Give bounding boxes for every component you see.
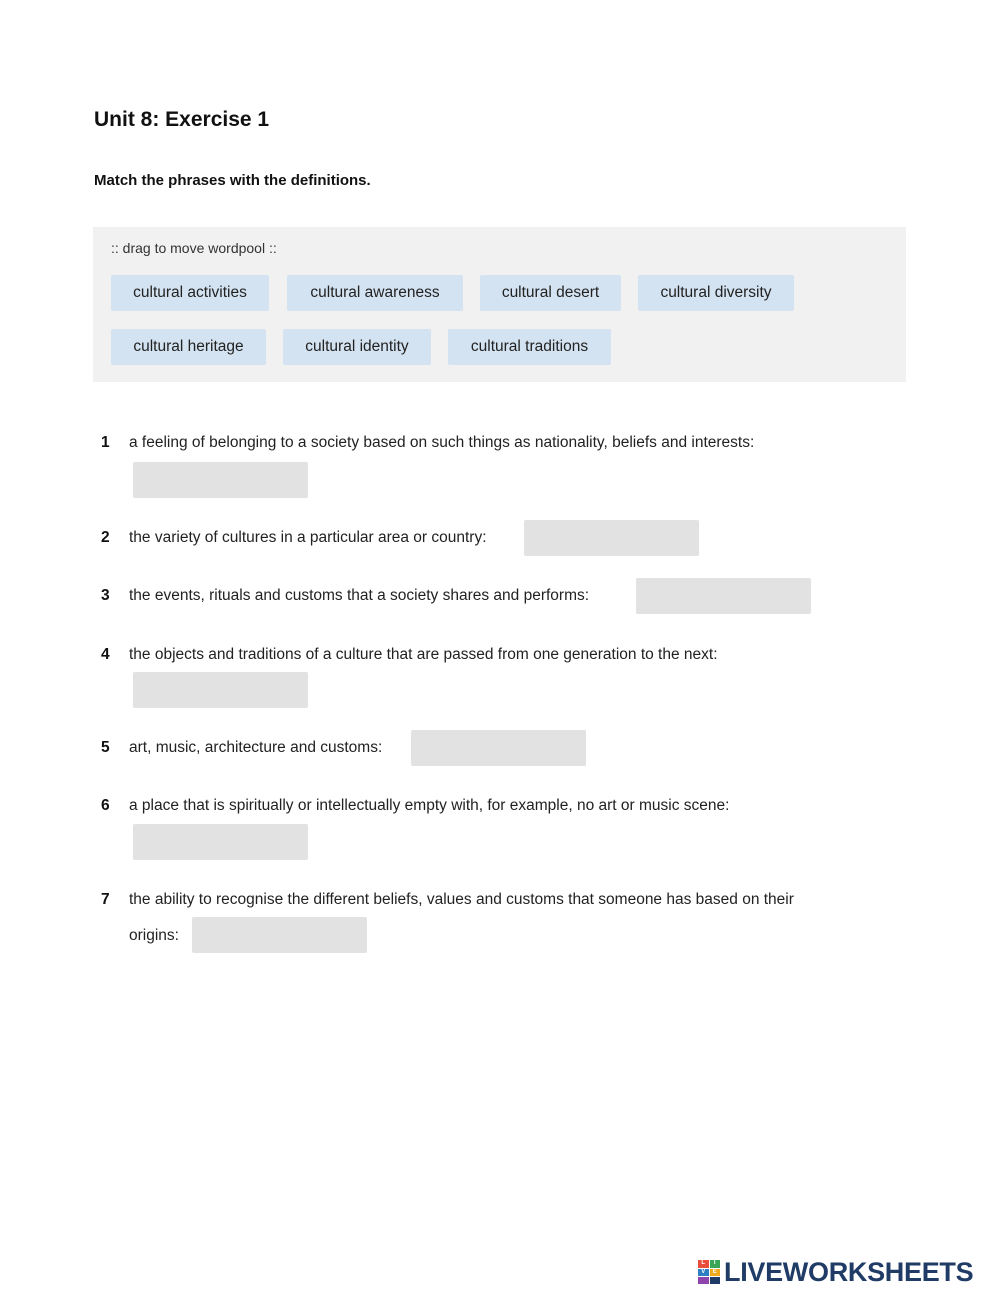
wordpool[interactable] <box>93 227 906 382</box>
logo-text: LIVEWORKSHEETS <box>724 1256 974 1287</box>
question-number: 5 <box>101 739 110 756</box>
question-number: 2 <box>101 529 110 546</box>
logo-cell: E <box>710 1269 721 1277</box>
answer-drop-zone[interactable] <box>133 462 308 498</box>
liveworksheets-logo <box>698 1257 973 1287</box>
answer-drop-zone[interactable] <box>524 520 699 556</box>
logo-cell: I <box>710 1260 721 1268</box>
answer-drop-zone[interactable] <box>192 917 367 953</box>
question-text: a feeling of belonging to a society based on such things as nationality, beliefs and interests: <box>129 434 755 451</box>
logo-cell: L <box>698 1260 709 1268</box>
word-chip[interactable]: cultural diversity <box>638 275 794 311</box>
logo-cell <box>698 1277 709 1284</box>
question-text: art, music, architecture and customs: <box>129 739 383 756</box>
word-chip[interactable]: cultural traditions <box>448 329 611 365</box>
answer-drop-zone[interactable] <box>133 672 308 708</box>
question-number: 3 <box>101 587 110 604</box>
question-number: 4 <box>101 646 110 663</box>
word-chip[interactable]: cultural identity <box>283 329 431 365</box>
question-text: the ability to recognise the different beliefs, values and customs that someone has based on their <box>129 891 794 908</box>
question-text: the objects and traditions of a culture that are passed from one generation to the next: <box>129 646 718 663</box>
question-text: the variety of cultures in a particular area or country: <box>129 529 487 546</box>
word-chip[interactable]: cultural activities <box>111 275 269 311</box>
question-text-continued: origins: <box>129 927 179 944</box>
wordpool-drag-handle[interactable]: :: drag to move wordpool :: <box>111 240 277 256</box>
page-title: Unit 8: Exercise 1 <box>94 108 270 131</box>
word-chip[interactable]: cultural desert <box>480 275 621 311</box>
word-chip[interactable]: cultural heritage <box>111 329 266 365</box>
word-chip[interactable]: cultural awareness <box>287 275 463 311</box>
answer-drop-zone[interactable] <box>133 824 308 860</box>
answer-drop-zone[interactable] <box>636 578 811 614</box>
instruction-text: Match the phrases with the definitions. <box>94 172 371 189</box>
question-number: 7 <box>101 891 110 908</box>
question-number: 1 <box>101 434 110 451</box>
question-text: a place that is spiritually or intellectually empty with, for example, no art or music scene: <box>129 797 730 814</box>
answer-drop-zone[interactable] <box>411 730 586 766</box>
question-number: 6 <box>101 797 110 814</box>
question-text: the events, rituals and customs that a society shares and performs: <box>129 587 590 604</box>
logo-cell <box>710 1277 721 1284</box>
logo-cell: V <box>698 1269 709 1277</box>
logo-mark-icon <box>698 1260 720 1284</box>
